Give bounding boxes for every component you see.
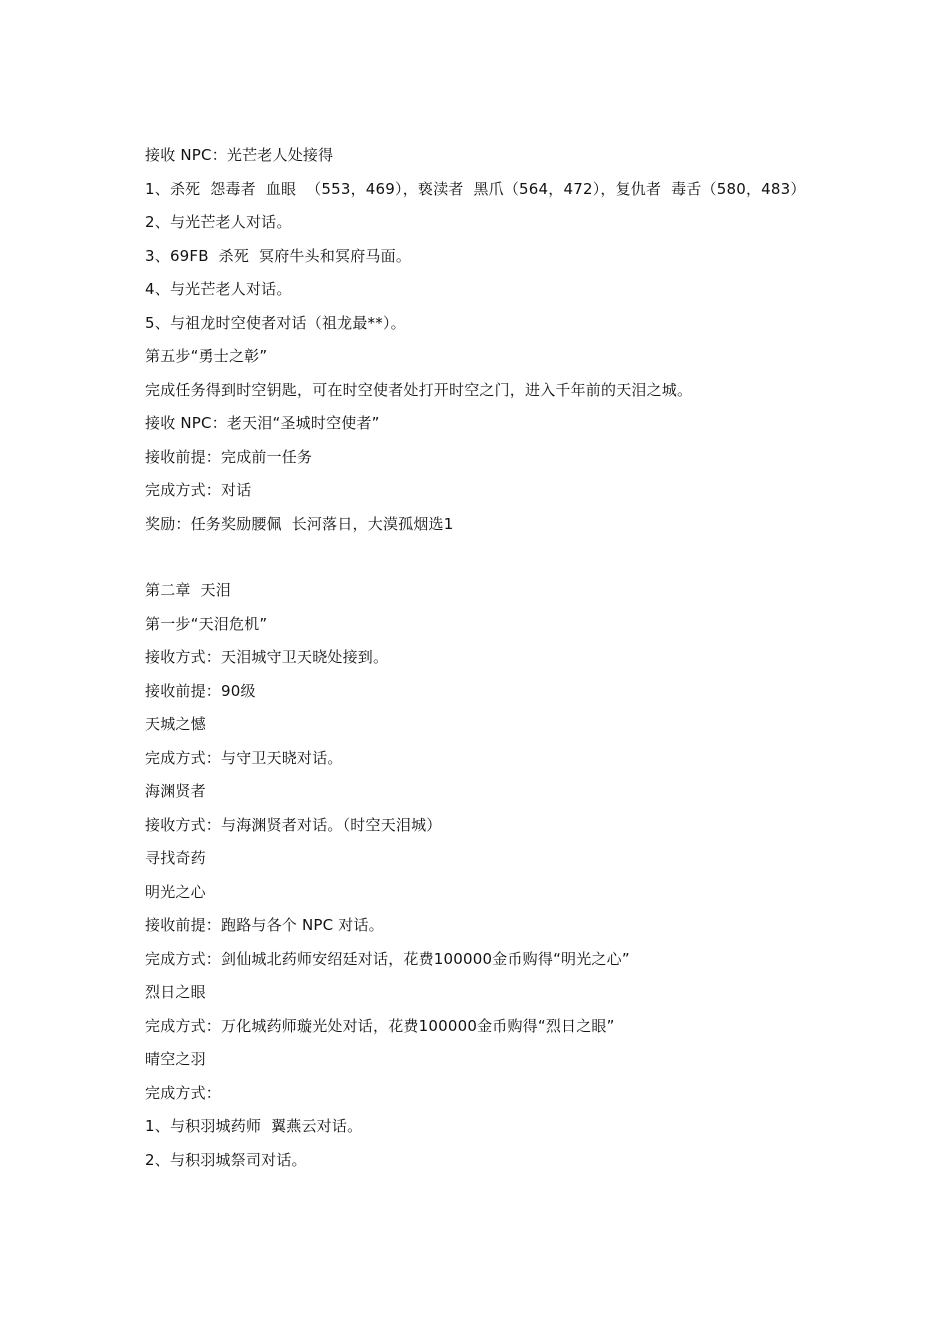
text-line: 接收方式：天泪城守卫天晓处接到。 <box>145 648 389 666</box>
text-line: 完成方式：对话 <box>145 481 252 499</box>
text-line: 3、69FB 杀死 冥府牛头和冥府马面。 <box>145 246 412 265</box>
step-heading: 第一步“天泪危机” <box>145 614 268 633</box>
subtask-title: 烈日之眼 <box>145 983 206 1001</box>
step-heading: 第五步“勇士之彰” <box>145 347 268 365</box>
text-line: 2、与积羽城祭司对话。 <box>145 1150 307 1169</box>
text-line: 完成方式： <box>145 1083 222 1102</box>
text-line: 4、与光芒老人对话。 <box>145 280 292 298</box>
subtask-title: 寻找奇药 <box>145 849 206 867</box>
text-line: 接收前提：90级 <box>145 681 256 700</box>
subtask-title: 明光之心 <box>145 882 206 901</box>
text-line: 完成方式：万化城药师璇光处对话，花费100000金币购得“烈日之眼” <box>145 1016 615 1035</box>
section-gap <box>145 546 810 579</box>
text-line: 接收 NPC：老天泪“圣城时空使者” <box>145 414 380 432</box>
subtask-title: 晴空之羽 <box>145 1050 206 1068</box>
text-line: 1、与积羽城药师 翼燕云对话。 <box>145 1117 363 1135</box>
text-line: 完成方式：剑仙城北药师安绍廷对话，花费100000金币购得“明光之心” <box>145 949 630 968</box>
text-line: 奖励：任务奖励腰佩 长河落日，大漠孤烟选1 <box>145 514 454 533</box>
text-line: 5、与祖龙时空使者对话（祖龙最**）。 <box>145 313 406 332</box>
text-line: 接收前提：跑路与各个 NPC 对话。 <box>145 916 384 934</box>
text-line: 完成方式：与守卫天晓对话。 <box>145 748 343 767</box>
subtask-title: 天城之憾 <box>145 715 206 733</box>
text-line: 接收 NPC：光芒老人处接得 <box>145 146 334 164</box>
document-body <box>145 144 810 1182</box>
text-line: 完成任务得到时空钥匙，可在时空使者处打开时空之门，进入千年前的天泪之城。 <box>145 380 693 399</box>
text-line: 接收前提：完成前一任务 <box>145 447 313 466</box>
text-line: 2、与光芒老人对话。 <box>145 213 292 231</box>
subtask-title: 海渊贤者 <box>145 782 206 800</box>
text-line: 1、杀死 怨毒者 血眼 （553，469），亵渎者 黑爪（564，472），复仇者 毒舌（580，483） <box>145 179 806 198</box>
text-line: 接收方式：与海渊贤者对话。（时空天泪城） <box>145 815 442 834</box>
chapter-heading: 第二章 天泪 <box>145 581 231 599</box>
